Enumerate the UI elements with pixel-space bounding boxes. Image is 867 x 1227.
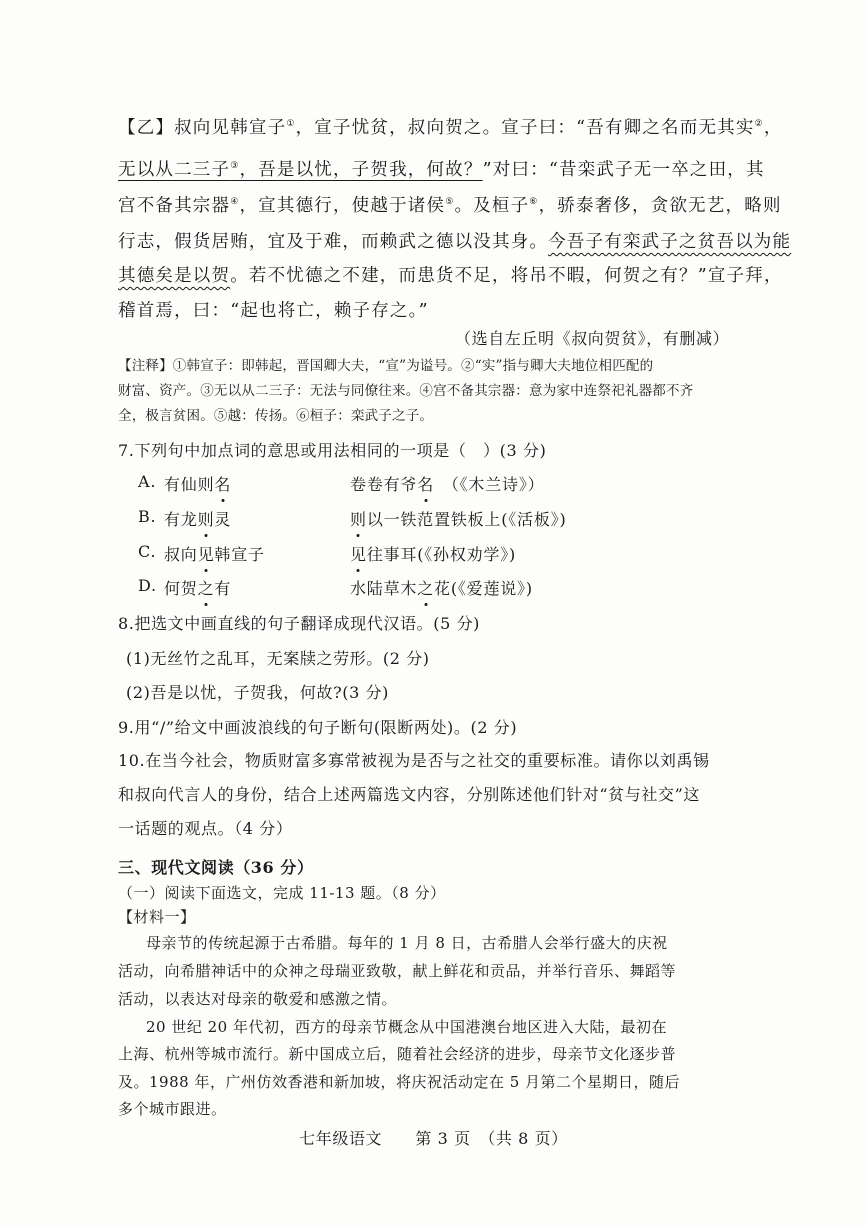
q7-option-c-right (350, 542, 516, 565)
material-1-para-1-line-3: 活动，以表达对母亲的敬爱和感激之情。 (118, 990, 398, 1008)
question-8-stem: 8.把选文中画直线的句子翻译成现代汉语。(5 分) (118, 614, 481, 633)
dotted-word: 见 (198, 542, 215, 565)
text: 有仙则 (164, 475, 215, 494)
text: ，宣子忧贫，叔向贺之。宣子曰：“吾有卿之名而无其实 (295, 118, 755, 138)
material-1-para-2-line-2: 上海、杭州等城市流行。新中国成立后，随着社会经济的进步，母亲节文化逐步普 (118, 1045, 677, 1063)
text: 灵 (214, 510, 232, 529)
text: ”对曰：“昔栾武子无一卒之田，其 (482, 160, 765, 180)
dotted-word: 则 (198, 507, 215, 530)
passage-line-2 (118, 156, 765, 181)
material-1-label: 【材料一】 (118, 908, 196, 926)
question-10-line-1: 10.在当今社会，物质财富多寡常被视为是否与之社交的重要标准。请你以刘禹锡 (118, 751, 710, 770)
passage-line-3 (118, 192, 782, 217)
material-1-para-2-line-1: 20 世纪 20 年代初，西方的母亲节概念从中国港澳台地区进入大陆，最初在 (146, 1018, 667, 1036)
passage-line-4 (118, 228, 791, 253)
text: 花(《爱莲说》) (434, 579, 533, 598)
note-marker: ① (286, 119, 296, 130)
notes-line-2: 财富、资产。③无以从二三子：无法与同僚往来。④宫不备其宗器：意为家中连祭祀礼器都不齐 (118, 383, 694, 399)
text: ，骄泰奢侈，贪欲无艺，略则 (538, 196, 782, 216)
text: 何贺 (164, 579, 198, 598)
question-9-stem: 9.用“/”给文中画波浪线的句子断句(限断两处)。(2 分) (118, 718, 518, 737)
passage-line-5 (118, 262, 783, 287)
text: 行志，假货居贿，宜及于难，而赖武之德以没其身。 (118, 232, 549, 252)
wavy-underlined-sentence: 其德矣是以贺 (118, 266, 231, 286)
dotted-word: 名 (417, 472, 434, 495)
note-marker: ④ (230, 197, 240, 208)
question-8-sub-2: (2)吾是以忧，子贺我，何故?(3 分) (126, 683, 389, 702)
passage-line-1 (118, 114, 783, 139)
q7-option-c-letter: C. (138, 542, 157, 561)
text: 有龙 (164, 510, 198, 529)
text: ，宣其德行，使越于诸侯 (239, 196, 446, 216)
text: 水陆草木 (350, 579, 418, 598)
material-1-para-2-line-4: 多个城市跟进。 (118, 1100, 227, 1118)
text: （《木兰诗》） (434, 475, 545, 494)
q7-option-a-left (164, 472, 231, 495)
q7-option-c-left (164, 542, 265, 565)
wavy-underlined-sentence: 今吾子有栾武子之贫吾以为能 (548, 232, 792, 252)
text: ，吾是以忧，子贺我，何故？ (239, 160, 483, 180)
text: 卷卷有爷 (350, 475, 418, 494)
text: ， (763, 118, 783, 138)
dotted-word: 之 (417, 576, 434, 599)
note-marker: ② (754, 119, 764, 130)
q7-option-d-left (164, 576, 231, 599)
question-10-line-3: 一话题的观点。（4 分） (118, 819, 293, 838)
question-8-sub-1: (1)无丝竹之乱耳，无案牍之劳形。(2 分) (126, 649, 430, 668)
dotted-word: 则 (350, 507, 367, 530)
text: 叔向 (164, 545, 198, 564)
note-marker: ③ (230, 161, 240, 172)
note-marker: ⑤ (445, 197, 455, 208)
material-1-para-1-line-2: 活动，向希腊神话中的众神之母瑞亚致敬，献上鲜花和贡品，并举行音乐、舞蹈等 (118, 962, 677, 980)
note-marker: ⑥ (529, 197, 539, 208)
dotted-word: 之 (198, 576, 215, 599)
dotted-word: 名 (214, 472, 231, 495)
q7-option-d-right (350, 576, 533, 599)
q7-option-a-letter: A. (138, 472, 157, 491)
q7-option-a-right (350, 472, 544, 495)
text: 有 (214, 579, 232, 598)
text: 以一铁范置铁板上(《活板》) (366, 510, 567, 529)
passage-source: （选自左丘明《叔向贺贫》，有删减） (455, 329, 730, 348)
passage-line-6: 稽首焉，曰：“起也将亡，赖子存之。” (118, 301, 429, 321)
q7-option-b-letter: B. (138, 507, 157, 526)
text: 无以从二三子 (118, 160, 231, 180)
material-1-para-2-line-3: 及。1988 年，广州仿效香港和新加坡，将庆祝活动定在 5 月第二个星期日，随后 (118, 1073, 681, 1091)
question-10-line-2: 和叔向代言人的身份，结合上述两篇选文内容，分别陈述他们针对“贫与社交”这 (118, 785, 700, 804)
text: 。及桓子 (454, 196, 530, 216)
text: 宫不备其宗器 (118, 196, 231, 216)
question-7-stem: 7.下列句中加点词的意思或用法相同的一项是（ ）(3 分) (118, 441, 547, 460)
q7-option-b-left (164, 507, 231, 530)
notes-line-3: 全，极言贫困。⑤越：传扬。⑥桓子：栾武子之子。 (118, 408, 434, 424)
section-3-subtitle: （一）阅读下面选文，完成 11-13 题。（8 分） (118, 884, 446, 902)
notes-line-1: 【注释】①韩宣子：即韩起，晋国卿大夫，“宣”为谥号。②“实”指与卿大夫地位相匹配的 (118, 358, 654, 374)
text: 。若不忧德之不建，而患货不足，将吊不暇，何贺之有？”宣子拜， (230, 266, 783, 286)
q7-option-b-right (350, 507, 567, 530)
text: 往事耳(《孙权劝学》) (366, 545, 517, 564)
text: 韩宣子 (214, 545, 265, 564)
underlined-sentence (118, 160, 483, 180)
q7-option-d-letter: D. (138, 576, 157, 595)
dotted-word: 见 (350, 542, 367, 565)
section-3-title: 三、现代文阅读（36 分） (118, 858, 314, 877)
page-footer: 七年级语文 第 3 页 （共 8 页） (299, 1129, 568, 1148)
text: 【乙】叔向见韩宣子 (118, 118, 287, 138)
material-1-para-1-line-1: 母亲节的传统起源于古希腊。每年的 1 月 8 日，古希腊人会举行盛大的庆祝 (146, 934, 668, 952)
